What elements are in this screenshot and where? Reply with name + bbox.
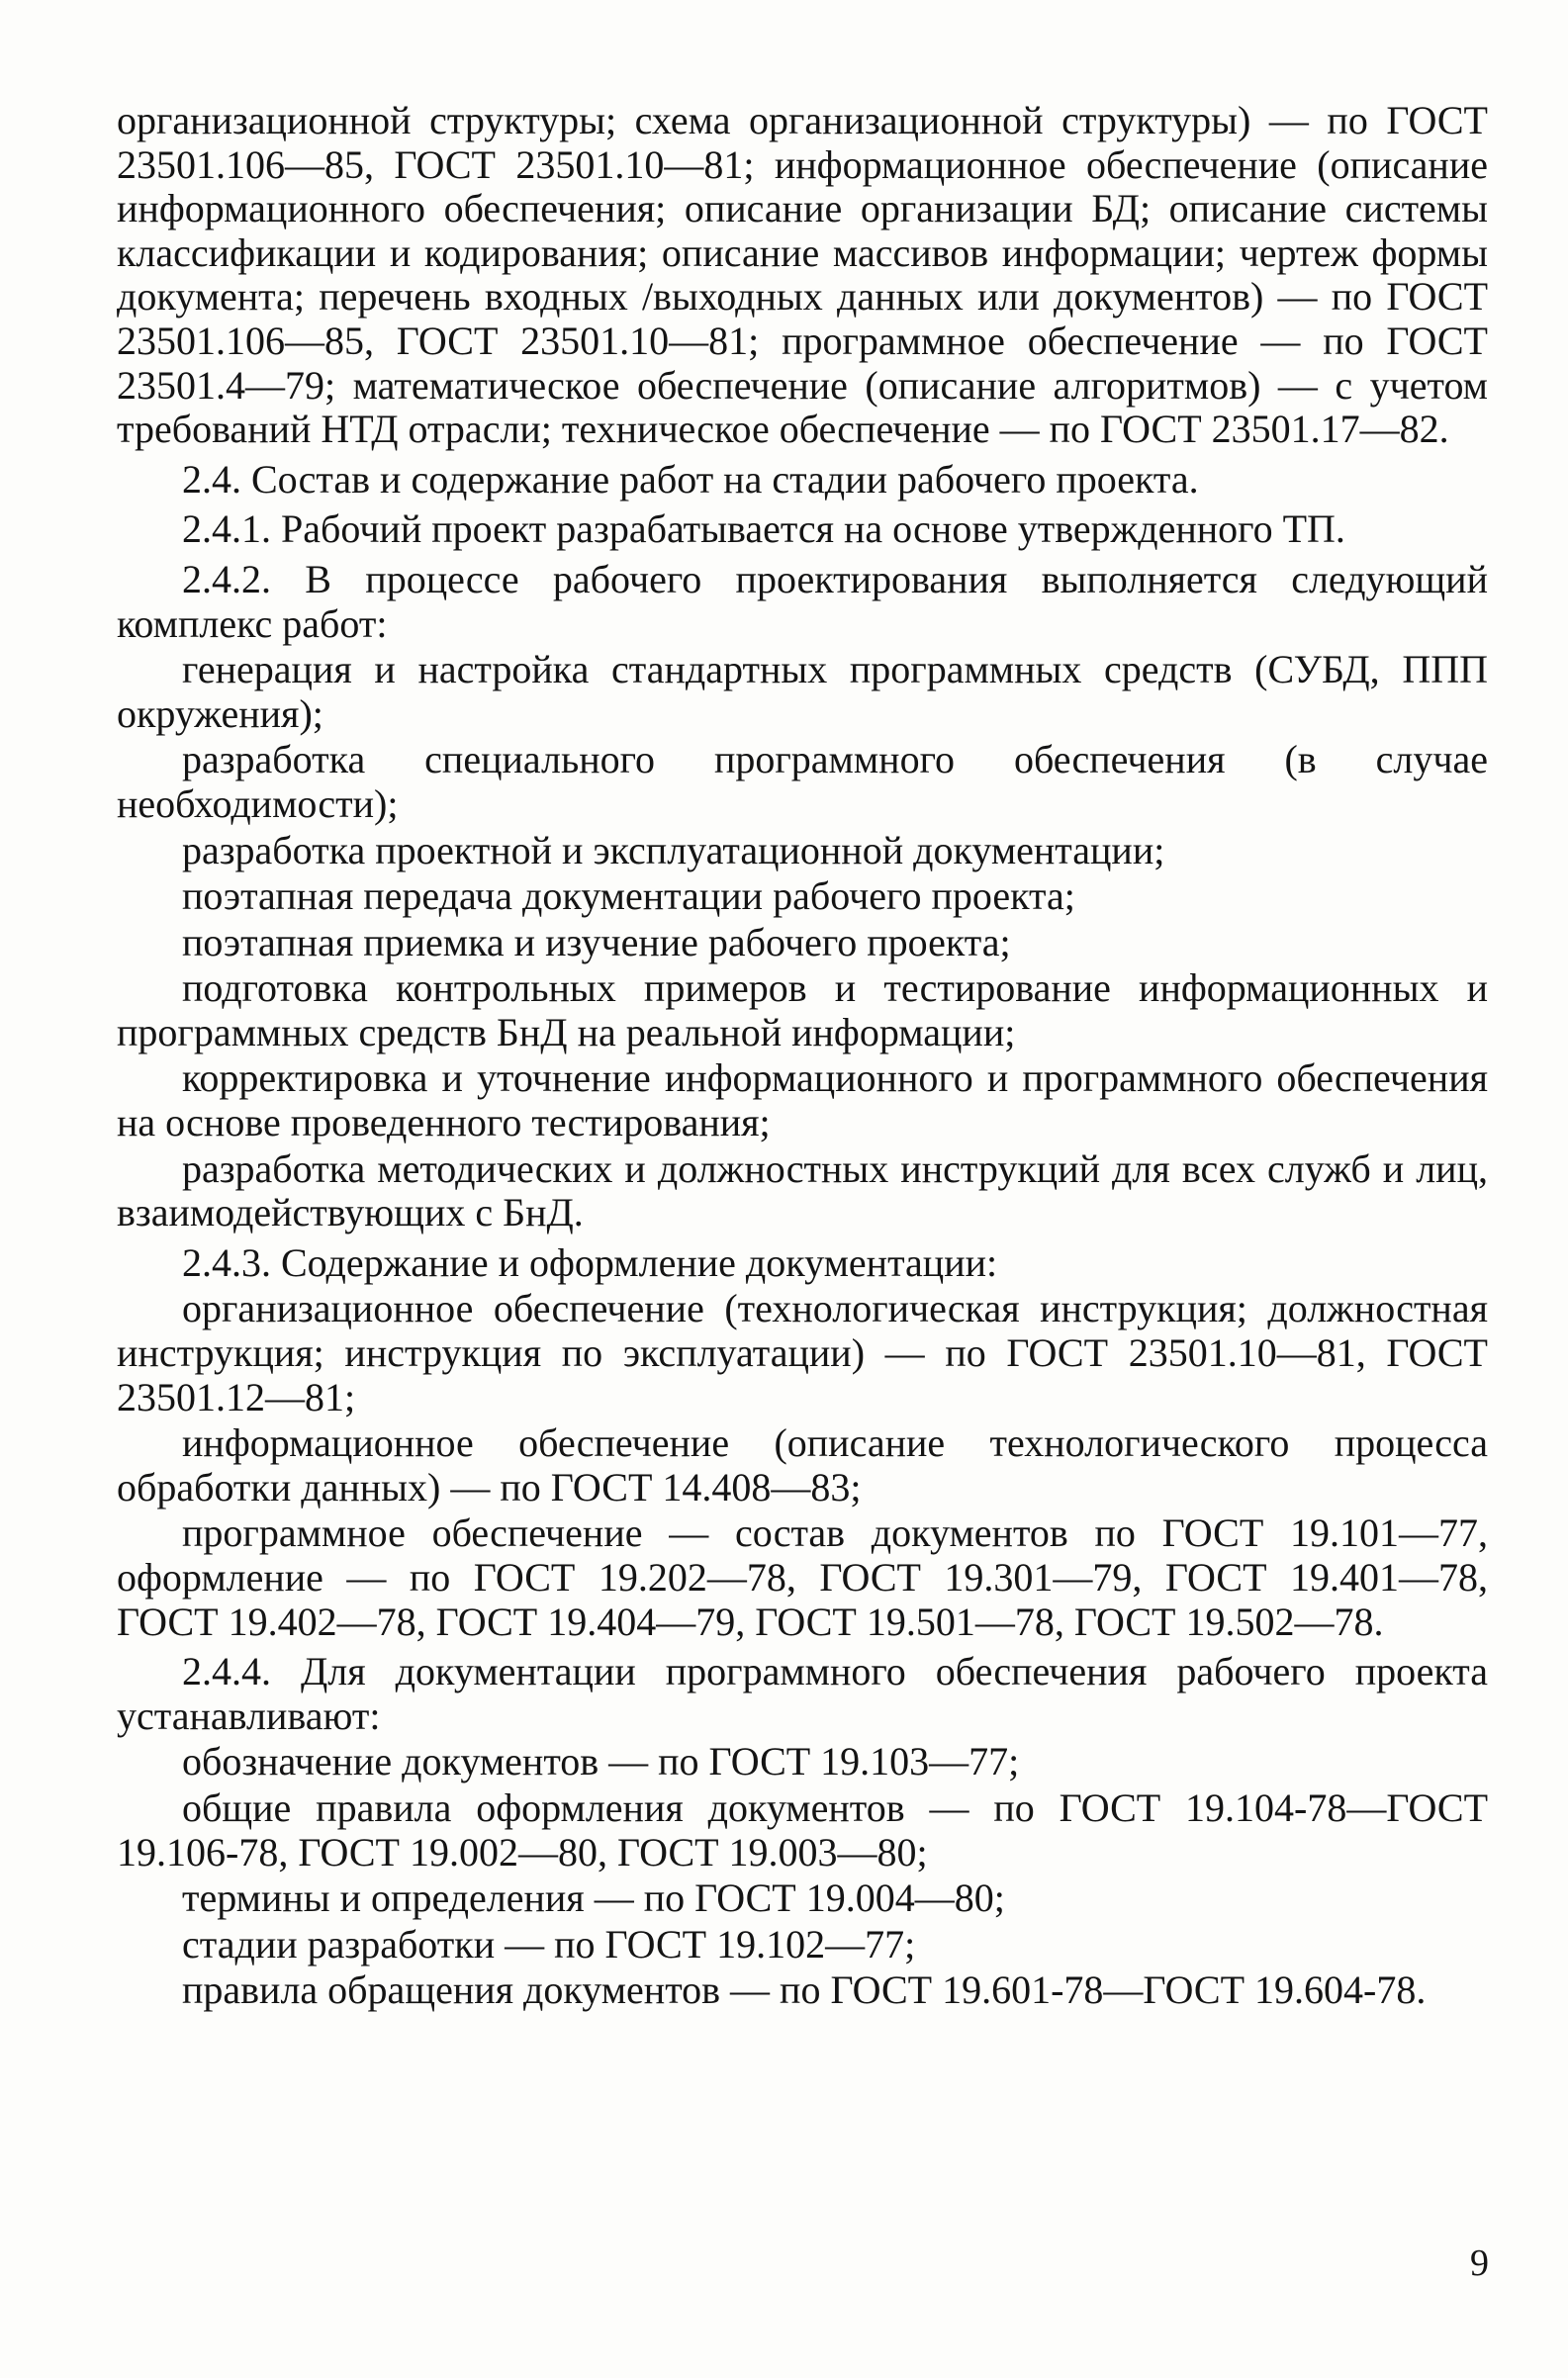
body-text (117, 99, 1488, 2015)
list-item: организационное обеспечение (технологическая инструкция; должностная инструкция; инструкция по эксплуатации) — по ГОСТ 23501.10—81, ГОСТ 23501.12—81; (117, 1286, 1488, 1419)
paragraph-2-4-2: 2.4.2. В процессе рабочего проектирования выполняется следующий комплекс работ: (117, 556, 1488, 646)
list-item: подготовка контрольных примеров и тестирование информационных и программных средств БнД на реальной информации; (117, 965, 1488, 1054)
list-item: информационное обеспечение (описание технологического процесса обработки данных) — по ГОСТ 14.408—83; (117, 1420, 1488, 1509)
list-item: корректировка и уточнение информационного и программного обеспечения на основе проведенного тестирования; (117, 1055, 1488, 1145)
paragraph-continuation: организационной структуры; схема организационной структуры) — по ГОСТ 23501.106—85, ГОСТ 23501.10—81; информационное обеспечение (описание информационного обеспечения; описание организации БД; описание системы классификации и кодирования; описание массивов информации; чертеж формы документа; перечень входных /выходных данных или документов) — по ГОСТ 23501.106—85, ГОСТ 23501.10—81; программное обеспечение — по ГОСТ 23501.4—79; математическое обеспечение (описание алгоритмов) — с учетом требований НТД отрасли; техническое обеспечение — по ГОСТ 23501.17—82. (117, 98, 1488, 452)
list-item: правила обращения документов — по ГОСТ 19.601-78—ГОСТ 19.604-78. (182, 1967, 1427, 2013)
page-number: 9 (1470, 2242, 1489, 2284)
list-item: общие правила оформления документов — по ГОСТ 19.104-78—ГОСТ 19.106-78, ГОСТ 19.002—80, ГОСТ 19.003—80; (117, 1784, 1488, 1875)
list-item: разработка методических и должностных инструкций для всех служб и лиц, взаимодействующих с БнД. (117, 1145, 1488, 1235)
list-item: программное обеспечение — состав документов по ГОСТ 19.101—77, оформление — по ГОСТ 19.202—78, ГОСТ 19.301—79, ГОСТ 19.401—78, ГОСТ 19.402—78, ГОСТ 19.404—79, ГОСТ 19.501—78, ГОСТ 19.502—78. (117, 1510, 1488, 1644)
section-heading-2-4: 2.4. Состав и содержание работ на стадии рабочего проекта. (182, 456, 1199, 502)
paragraph-2-4-4: 2.4.4. Для документации программного обеспечения рабочего проекта устанавливают: (117, 1649, 1488, 1738)
list-item: поэтапная передача документации рабочего проекта; (182, 873, 1075, 919)
list-item: разработка проектной и эксплуатационной документации; (182, 827, 1165, 872)
list-item: генерация и настройка стандартных программных средств (СУБД, ППП окружения); (117, 647, 1488, 736)
list-item: термины и определения — по ГОСТ 19.004—80; (182, 1875, 1005, 1921)
list-item: обозначение документов — по ГОСТ 19.103—77; (182, 1739, 1020, 1784)
paragraph-2-4-1: 2.4.1. Рабочий проект разрабатывается на основе утвержденного ТП. (182, 506, 1345, 552)
list-item: разработка специального программного обеспечения (в случае необходимости); (117, 737, 1488, 826)
paragraph-2-4-3: 2.4.3. Содержание и оформление документации: (182, 1239, 998, 1285)
list-item: поэтапная приемка и изучение рабочего проекта; (182, 919, 1011, 964)
list-item: стадии разработки — по ГОСТ 19.102—77; (182, 1921, 916, 1966)
